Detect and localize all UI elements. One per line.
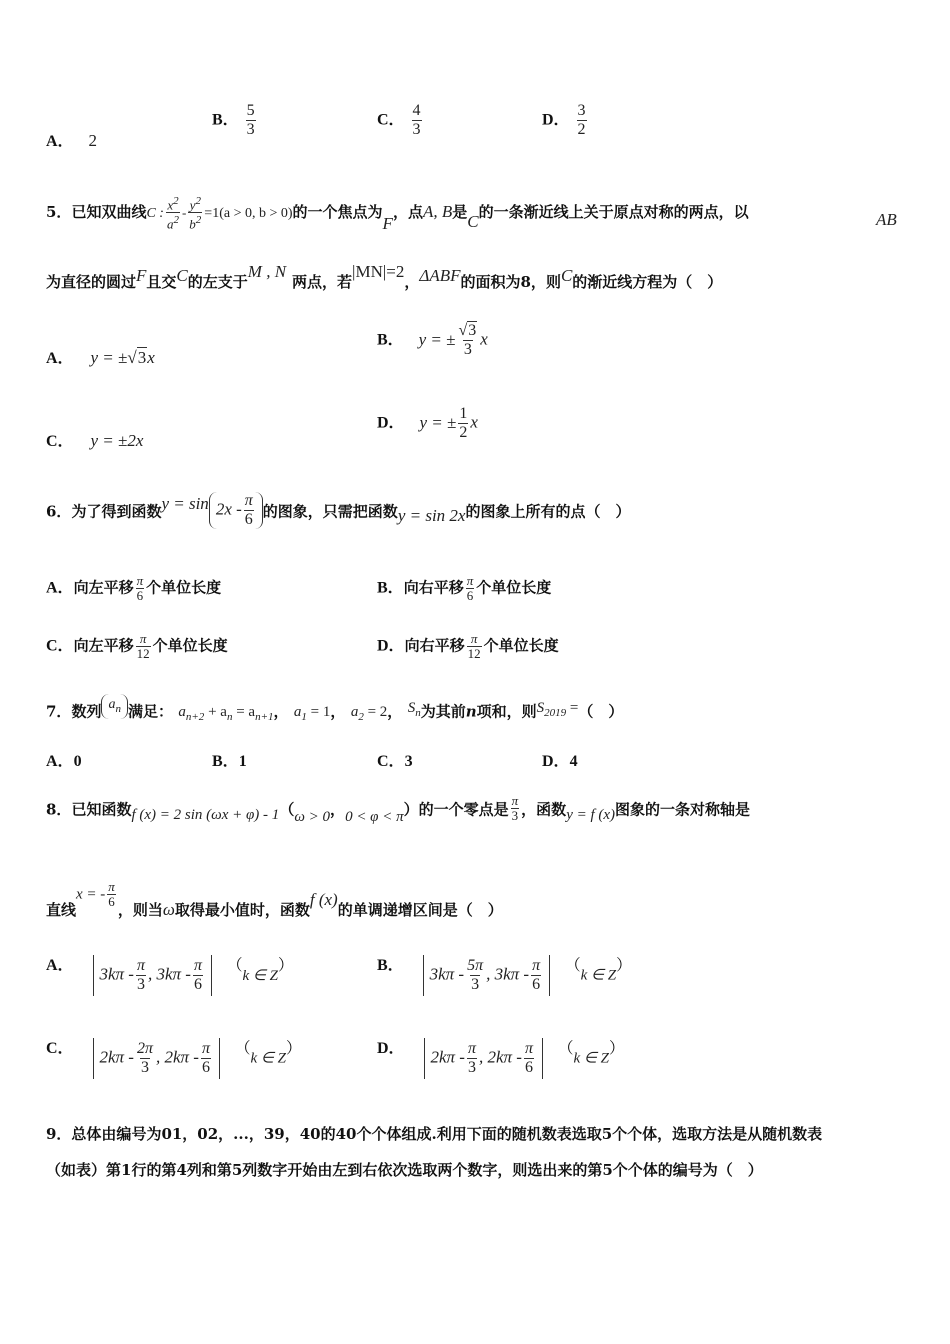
interval: 3kπ - $\frac{\pi}{3}$ , 3kπ - $\frac{\pi}{6}$ [93, 955, 213, 996]
fraction: $\frac{\pi}{3}$ [511, 793, 519, 823]
fraction: $\frac{4}{3}$ [412, 102, 421, 138]
q7-stem: 7．数列 $a_n$ 满足： $a_{n+2} + a_n = a_{n+1}$， $a_1 = 1$， $a_2 = 2$， $S_n$为其前n项和，则$S_{2019}$ =（ ） [46, 700, 623, 727]
q8-option-a[interactable]: A． 3kπ - $\frac{\pi}{3}$ , 3kπ - $\frac{\pi}{6}$ （k ∈ Z） [46, 955, 294, 996]
fraction: $\frac{2\pi}{3}$ [136, 1040, 153, 1076]
q5-option-c[interactable]: C． y = ±2x [46, 431, 144, 450]
q7-option-a[interactable]: A．0 [46, 753, 82, 770]
q5-stem-line1: 5．已知双曲线C : $\frac{x^2}{a^2}$ - $\frac{y^2}{b^2}$ =1(a > 0, b > 0)的一个焦点为F，点A, B是C的一条渐近线上关于原点对称的两点，以 [46, 195, 749, 233]
fraction: $\frac{\pi}{6}$ [244, 492, 253, 528]
interval: 2kπ - $\frac{\pi}{3}$ , 2kπ - $\frac{\pi}{6}$ [424, 1038, 544, 1079]
q8-option-d[interactable]: D． 2kπ - $\frac{\pi}{3}$ , 2kπ - $\frac{\pi}{6}$ （k ∈ Z） [377, 1038, 625, 1079]
q5-option-a[interactable]: A． y = ±√3x [46, 348, 155, 367]
q8-stem-line1: 8．已知函数f (x) = 2 sin (ωx + φ) - 1（ω > 0，0 < φ < π）的一个零点是 $\frac{\pi}{3}$ ，函数y = f (x)图象的一条对称轴是 [46, 793, 751, 825]
fraction: $\frac{\pi}{6}$ [524, 1040, 533, 1076]
fraction: $\frac{\pi}{6}$ [136, 573, 144, 603]
q6-stem: 6．为了得到函数y = sin 2x - $\frac{\pi}{6}$ 的图象，只需把函数y = sin 2x的图象上所有的点（ ） [46, 492, 631, 528]
fraction: $\frac{\pi}{6}$ [193, 957, 202, 993]
fraction: $\frac{\pi}{6}$ [466, 573, 474, 603]
fraction: $\frac{y^2}{b^2}$ [189, 195, 202, 232]
q7-option-c[interactable]: C．3 [377, 753, 413, 770]
fraction: $\frac{\pi}{12}$ [136, 631, 150, 661]
q8-option-b[interactable]: B． 3kπ - $\frac{5\pi}{3}$ , 3kπ - $\frac{\pi}{6}$ （k ∈ Z） [377, 955, 632, 996]
q5-stem-line2: 为直径的圆过F且交C的左支于M , N两点，若|MN|=2，ΔABF的面积为8，则C的渐近线方程为（ ） [46, 262, 723, 291]
q5-ab: AB [876, 210, 897, 229]
q4-option-c[interactable]: C． $\frac{4}{3}$ [377, 102, 421, 138]
q4-option-b[interactable]: B． $\frac{5}{3}$ [212, 102, 255, 138]
fraction: $\frac{1}{2}$ [459, 405, 468, 441]
fraction: $\frac{3}{2}$ [577, 102, 586, 138]
fraction: $\frac{\pi}{3}$ [136, 957, 145, 993]
interval: 2kπ - $\frac{2\pi}{3}$ , 2kπ - $\frac{\pi}{6}$ [93, 1038, 221, 1079]
fraction: $\frac{\pi}{6}$ [108, 879, 115, 909]
q9-stem-line2: （如表）第1行的第4列和第5列数字开始由左到右依次选取两个数字，则选出来的第5个个体的编号为（ ） [46, 1161, 763, 1179]
q6-option-c[interactable]: C．向左平移 $\frac{\pi}{12}$ 个单位长度 [46, 631, 228, 661]
q6-option-a[interactable]: A．向左平移 $\frac{\pi}{6}$ 个单位长度 [46, 573, 222, 603]
q4-option-a[interactable]: A． 2 [46, 131, 97, 150]
fraction: $\frac{\pi}{6}$ [201, 1040, 210, 1076]
fraction: $\frac{5}{3}$ [246, 102, 255, 138]
q4-option-d[interactable]: D． $\frac{3}{2}$ [542, 102, 586, 138]
q5-option-b[interactable]: B． y = ± $\frac{√3}{3}$ x [377, 322, 488, 358]
interval: 3kπ - $\frac{5\pi}{3}$ , 3kπ - $\frac{\pi}{6}$ [423, 955, 551, 996]
q7-option-b[interactable]: B．1 [212, 753, 247, 770]
fraction: $\frac{\pi}{3}$ [467, 1040, 476, 1076]
fraction: $\frac{\pi}{6}$ [532, 957, 541, 993]
q6-option-b[interactable]: B．向右平移 $\frac{\pi}{6}$ 个单位长度 [377, 573, 552, 603]
fraction: $\frac{5\pi}{3}$ [467, 957, 484, 993]
q9-stem-line1: 9．总体由编号为01，02，...，39，40的40个个体组成.利用下面的随机数表选取5个个体，选取方法是从随机数表 [46, 1125, 823, 1143]
fraction: $\frac{√3}{3}$ [458, 322, 477, 358]
q7-option-d[interactable]: D．4 [542, 753, 578, 770]
fraction: $\frac{\pi}{12}$ [467, 631, 481, 661]
q6-option-d[interactable]: D．向右平移 $\frac{\pi}{12}$ 个单位长度 [377, 631, 559, 661]
q5-option-d[interactable]: D． y = ± $\frac{1}{2}$ x [377, 405, 478, 441]
fraction: $\frac{x^2}{a^2}$ [166, 195, 179, 232]
q8-stem-line2: 直线x = - $\frac{\pi}{6}$ ，则当ω取得最小值时，函数f (x)的单调递增区间是（ ） [46, 879, 503, 919]
q8-option-c[interactable]: C． 2kπ - $\frac{2\pi}{3}$ , 2kπ - $\frac{\pi}{6}$ （k ∈ Z） [46, 1038, 302, 1079]
